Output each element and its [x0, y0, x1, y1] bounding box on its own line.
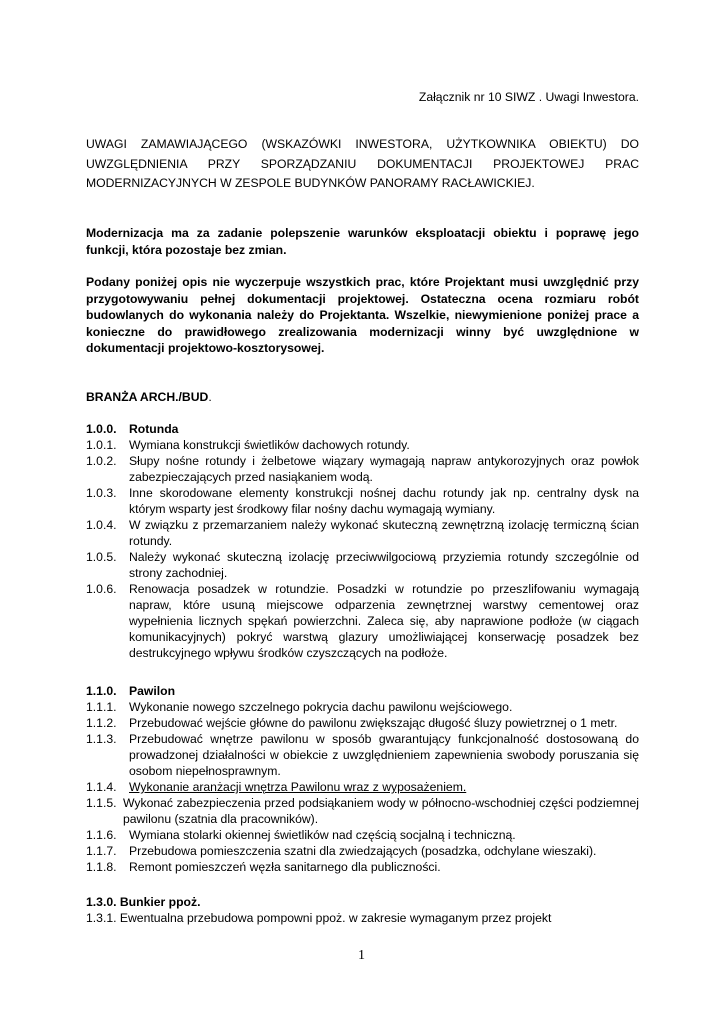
list-item — [86, 549, 639, 581]
list-item — [86, 437, 639, 453]
document-title: UWAGI ZAMAWIAJĄCEGO (WSKAZÓWKI INWESTORA, UŻYTKOWNIKA OBIEKTU) DO UWZGLĘDNIENIA PRZY SPORZĄDZANIU DOKUMENTACJI PROJEKTOWEJ PRAC MODERNIZACYJNYCH W ZESPOLE BUDYNKÓW PANORAMY RACŁAWICKIEJ. — [86, 137, 639, 190]
section-rotunda — [86, 421, 639, 661]
attachment-reference: Załącznik nr 10 SIWZ . Uwagi Inwestora. — [418, 90, 639, 104]
item-number: 1.1.2. — [86, 716, 117, 730]
item-text: Przebudować wnętrze pawilonu w sposób gwarantujący funkcjonalność dostosowaną do prowadzonej działalności w obiekcie z uwzględnieniem zapewnienia swobody poruszania się osobom niepełnosprawnym. — [129, 732, 639, 778]
item-number: 1.0.4. — [86, 518, 117, 532]
branch-label: BRANŻA ARCH./BUD — [86, 390, 209, 404]
list-item: 1.3.1. Ewentualna przebudowa pompowni ppoż. w zakresie wymaganym przez projekt — [86, 911, 552, 925]
item-number: 1.1.5. — [86, 796, 117, 810]
item-number: 1.1.7. — [86, 844, 117, 858]
item-text: Przebudowa pomieszczenia szatni dla zwiedzających (posadzka, odchylane wieszaki). — [129, 844, 597, 858]
item-text: Remont pomieszczeń węzła sanitarnego dla publiczności. — [129, 860, 441, 874]
section-title: Pawilon — [129, 684, 176, 698]
section-number: 1.0.0. — [86, 422, 117, 436]
list-item — [86, 731, 639, 779]
item-number: 1.1.3. — [86, 732, 117, 746]
page-number: 1 — [358, 948, 365, 963]
branch-dot: . — [208, 390, 212, 404]
item-text: Wykonanie nowego szczelnego pokrycia dachu pawilonu wejściowego. — [129, 700, 513, 714]
intro-paragraph-2: Podany poniżej opis nie wyczerpuje wszystkich prac, które Projektant musi uwzględnić przy przygotowywaniu pełnej dokumentacji projektowej. Ostateczna ocena rozmiaru robót budowlanych do wykonania należy do Projektanta. Wszelkie, niewymienione poniżej prace a konieczne do prawidłowego zrealizowania modernizacji winny być uwzględnione w dokumentacji projektowo-kosztorysowej. — [86, 275, 639, 355]
list-item — [86, 859, 639, 875]
list-item — [86, 517, 639, 549]
item-number: 1.0.2. — [86, 454, 117, 468]
item-number: 1.1.8. — [86, 860, 117, 874]
intro-paragraph-1: Modernizacja ma za zadanie polepszenie warunków eksploatacji obiektu i poprawę jego funkcji, która pozostaje bez zmian. — [86, 226, 639, 257]
list-item — [86, 453, 639, 485]
item-number: 1.1.1. — [86, 700, 117, 714]
list-item — [86, 715, 639, 731]
list-item — [86, 827, 639, 843]
item-number: 1.0.5. — [86, 550, 117, 564]
section-heading: 1.3.0. Bunkier ppoż. — [86, 895, 201, 909]
item-text: Słupy nośne rotundy i żelbetowe wiązary wymagają napraw antykorozyjnych oraz powłok zabezpieczających przed nasiąkaniem wodą. — [129, 454, 639, 484]
section-number: 1.1.0. — [86, 684, 117, 698]
item-number: 1.0.1. — [86, 438, 117, 452]
section-heading — [86, 683, 639, 699]
item-text: Przebudować wejście główne do pawilonu zwiększając długość śluzy powietrznej o 1 metr. — [129, 716, 618, 730]
list-item — [86, 699, 639, 715]
item-text-underlined: Wykonanie aranżacji wnętrza Pawilonu wraz z wyposażeniem. — [129, 780, 467, 794]
item-text: Renowacja posadzek w rotundzie. Posadzki w rotundzie po przeszlifowaniu wymagają napraw, które usuną miejscowe odparzenia zewnętrznej warstwy cementowej oraz wypełnienia licznych spękań powierzchni. Zaleca się, aby naprawione podłoże (w ciągach komunikacyjnych) pokryć warstwą glazury umożliwiającej konserwację posadzek bez destrukcyjnego wpływu środków czyszczących na podłoże. — [129, 582, 639, 660]
item-text: Należy wykonać skuteczną izolację przeciwwilgociową przyziemia rotundy szczególnie od strony zachodniej. — [129, 550, 639, 580]
section-pawilon — [86, 683, 639, 875]
list-item — [86, 843, 639, 859]
item-text: Wymiana stolarki okiennej świetlików nad częścią socjalną i techniczną. — [129, 828, 516, 842]
item-text: Inne skorodowane elementy konstrukcji nośnej dachu rotundy jak np. centralny dysk na którym wsparty jest środkowy filar nośny dachu wymagają wymiany. — [129, 486, 639, 516]
branch-heading — [86, 389, 212, 405]
list-item — [86, 485, 639, 517]
item-text: Wykonać zabezpieczenia przed podsiąkaniem wody w północno-wschodniej części podziemnej pawilonu (szatnia dla pracowników). — [123, 796, 639, 826]
item-number: 1.1.4. — [86, 780, 117, 794]
section-title: Rotunda — [129, 422, 179, 436]
item-number: 1.0.6. — [86, 582, 117, 596]
section-heading — [86, 421, 639, 437]
list-item — [86, 795, 639, 827]
item-number: 1.0.3. — [86, 486, 117, 500]
section-bunkier — [86, 894, 639, 926]
item-text: Wymiana konstrukcji świetlików dachowych rotundy. — [129, 438, 410, 452]
item-number: 1.1.6. — [86, 828, 117, 842]
item-text: W związku z przemarzaniem należy wykonać skuteczną zewnętrzną izolację termiczną ścian rotundy. — [129, 518, 639, 548]
list-item — [86, 779, 639, 795]
list-item — [86, 581, 639, 661]
